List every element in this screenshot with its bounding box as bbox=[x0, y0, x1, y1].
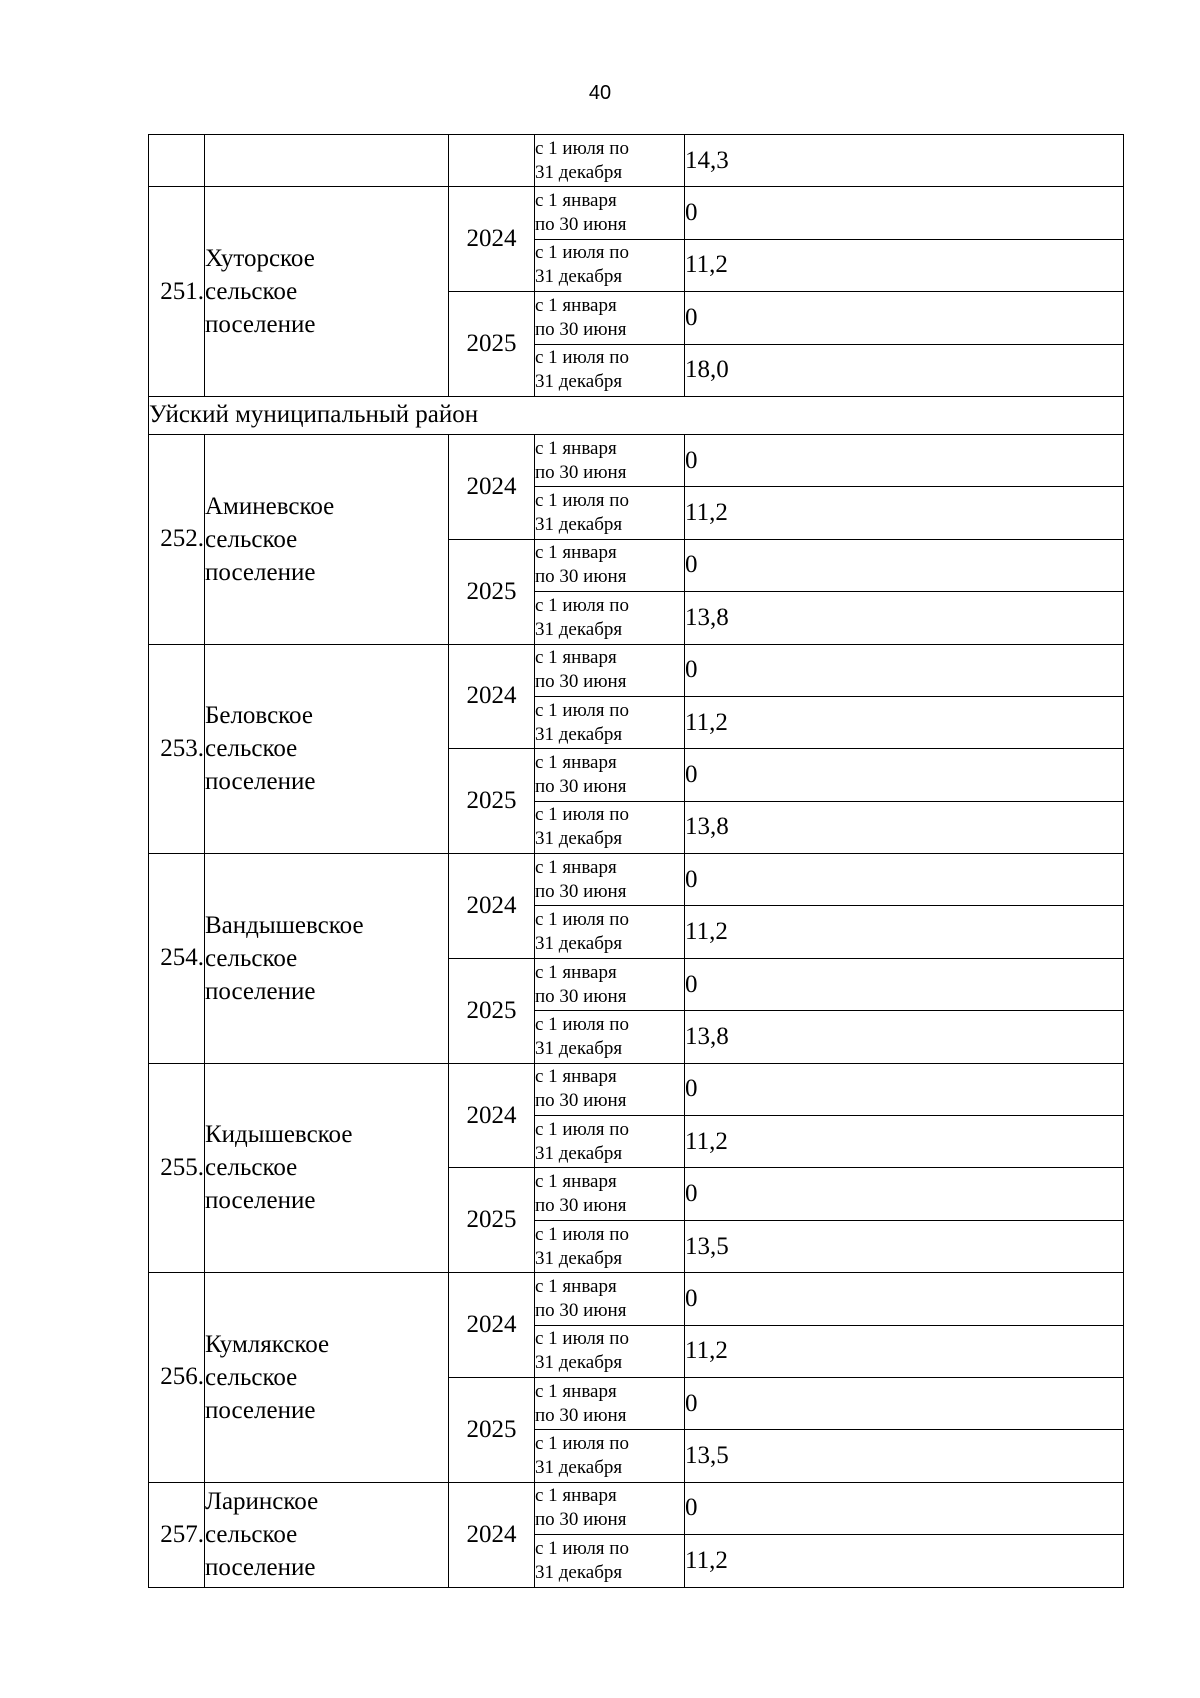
settlement-name-cell bbox=[205, 644, 449, 854]
tariff-value: 18,0 bbox=[685, 344, 1124, 396]
tariff-value: 13,8 bbox=[685, 592, 1124, 644]
tariff-value: 11,2 bbox=[685, 1535, 1124, 1587]
year-cell: 2025 bbox=[449, 539, 535, 644]
page-number: 40 bbox=[588, 82, 612, 104]
table-row bbox=[149, 1063, 1124, 1115]
tariff-value: 0 bbox=[685, 958, 1124, 1010]
period-line: по 30 июня bbox=[535, 1509, 627, 1531]
period-cell bbox=[535, 1377, 685, 1429]
year-cell: 2024 bbox=[449, 434, 535, 539]
settlement-name-cell bbox=[205, 1063, 449, 1273]
period-line: 31 декабря bbox=[535, 1561, 623, 1583]
period-cell bbox=[535, 958, 685, 1010]
settlement-name-line: Вандышевское bbox=[205, 911, 364, 939]
period-cell bbox=[535, 592, 685, 644]
period-cell bbox=[535, 344, 685, 396]
period-cell bbox=[535, 749, 685, 801]
year-cell: 2025 bbox=[449, 749, 535, 854]
tariff-value: 0 bbox=[685, 644, 1124, 696]
tariff-value: 11,2 bbox=[685, 906, 1124, 958]
year-cell: 2025 bbox=[449, 958, 535, 1063]
period-line: 31 декабря bbox=[535, 161, 623, 183]
period-line: с 1 января bbox=[535, 1485, 617, 1507]
settlement-name-line: Аминевское bbox=[205, 492, 335, 520]
tariff-value: 0 bbox=[685, 854, 1124, 906]
settlement-name-line: сельское bbox=[205, 278, 298, 306]
period-line: с 1 июля по bbox=[535, 1223, 629, 1245]
tariff-value: 11,2 bbox=[685, 1116, 1124, 1168]
period-line: 31 декабря bbox=[535, 1247, 623, 1269]
period-line: с 1 июля по bbox=[535, 242, 629, 264]
table-row bbox=[149, 854, 1124, 906]
period-line: с 1 июля по bbox=[535, 699, 629, 721]
year-cell: 2024 bbox=[449, 1063, 535, 1168]
period-line: с 1 июля по bbox=[535, 909, 629, 931]
tariff-table-body bbox=[149, 135, 1124, 1588]
settlement-name-cell bbox=[205, 1273, 449, 1483]
tariff-value: 0 bbox=[685, 187, 1124, 239]
period-line: 31 декабря bbox=[535, 618, 623, 640]
entry-number: 252. bbox=[149, 434, 205, 644]
tariff-value: 14,3 bbox=[685, 135, 1124, 187]
period-line: с 1 июля по bbox=[535, 1328, 629, 1350]
period-line: с 1 января bbox=[535, 542, 617, 564]
table-row bbox=[149, 644, 1124, 696]
settlement-name-cell bbox=[205, 187, 449, 397]
settlement-name-line: Кумлякское bbox=[205, 1330, 330, 1358]
tariff-value: 0 bbox=[685, 1377, 1124, 1429]
tariff-value: 0 bbox=[685, 1273, 1124, 1325]
settlement-name-line: поселение bbox=[205, 1187, 316, 1215]
district-header-row bbox=[149, 396, 1124, 434]
period-line: с 1 июля по bbox=[535, 1013, 629, 1035]
period-cell bbox=[535, 1535, 685, 1587]
period-line: 31 декабря bbox=[535, 1352, 623, 1374]
settlement-name-line: сельское bbox=[205, 735, 298, 763]
period-line: по 30 июня bbox=[535, 775, 627, 797]
period-cell bbox=[535, 1168, 685, 1220]
period-line: с 1 июля по bbox=[535, 594, 629, 616]
table-row bbox=[149, 187, 1124, 239]
period-line: с 1 января bbox=[535, 961, 617, 983]
settlement-name-line: сельское bbox=[205, 1154, 298, 1182]
year-cell: 2025 bbox=[449, 1377, 535, 1482]
tariff-table bbox=[148, 134, 1124, 1588]
period-cell bbox=[535, 239, 685, 291]
period-line: 31 декабря bbox=[535, 1037, 623, 1059]
table-row bbox=[149, 434, 1124, 486]
period-line: по 30 июня bbox=[535, 985, 627, 1007]
period-line: с 1 января bbox=[535, 437, 617, 459]
period-line: по 30 июня bbox=[535, 1090, 627, 1112]
settlement-name-line: Кидышевское bbox=[205, 1121, 353, 1149]
year-cell: 2024 bbox=[449, 854, 535, 959]
settlement-name-line: сельское bbox=[205, 525, 298, 553]
entry-number: 256. bbox=[149, 1273, 205, 1483]
entry-number: 251. bbox=[149, 187, 205, 397]
district-header: Уйский муниципальный район bbox=[149, 396, 1124, 434]
year-cell: 2024 bbox=[449, 187, 535, 292]
tariff-value: 0 bbox=[685, 1063, 1124, 1115]
settlement-name-cell bbox=[205, 1482, 449, 1587]
period-line: с 1 июля по bbox=[535, 137, 629, 159]
year-cell bbox=[449, 135, 535, 187]
period-line: 31 декабря bbox=[535, 514, 623, 536]
tariff-value: 0 bbox=[685, 434, 1124, 486]
tariff-value: 13,5 bbox=[685, 1220, 1124, 1272]
period-line: 31 декабря bbox=[535, 1142, 623, 1164]
settlement-name-line: сельское bbox=[205, 944, 298, 972]
period-cell bbox=[535, 801, 685, 853]
period-line: по 30 июня bbox=[535, 214, 627, 236]
settlement-name-line: поселение bbox=[205, 1396, 316, 1424]
period-cell bbox=[535, 1325, 685, 1377]
period-cell bbox=[535, 1063, 685, 1115]
tariff-value: 13,5 bbox=[685, 1430, 1124, 1482]
period-line: с 1 января bbox=[535, 1171, 617, 1193]
tariff-value: 13,8 bbox=[685, 1011, 1124, 1063]
period-line: по 30 июня bbox=[535, 880, 627, 902]
period-cell bbox=[535, 644, 685, 696]
tariff-value: 0 bbox=[685, 1482, 1124, 1534]
settlement-name-line: Ларинское bbox=[205, 1488, 319, 1516]
tariff-value: 0 bbox=[685, 292, 1124, 344]
tariff-value: 11,2 bbox=[685, 1325, 1124, 1377]
tariff-value: 0 bbox=[685, 749, 1124, 801]
period-cell bbox=[535, 434, 685, 486]
period-cell bbox=[535, 135, 685, 187]
period-line: по 30 июня bbox=[535, 318, 627, 340]
period-line: по 30 июня bbox=[535, 1299, 627, 1321]
period-line: по 30 июня bbox=[535, 671, 627, 693]
settlement-name-line: Беловское bbox=[205, 702, 313, 730]
period-line: с 1 января bbox=[535, 294, 617, 316]
period-cell bbox=[535, 906, 685, 958]
period-line: с 1 января bbox=[535, 647, 617, 669]
year-cell: 2024 bbox=[449, 644, 535, 749]
settlement-name-line: поселение bbox=[205, 558, 316, 586]
period-line: с 1 июля по bbox=[535, 1433, 629, 1455]
period-line: с 1 января bbox=[535, 751, 617, 773]
period-line: с 1 января bbox=[535, 1380, 617, 1402]
period-line: с 1 января bbox=[535, 1275, 617, 1297]
tariff-value: 11,2 bbox=[685, 487, 1124, 539]
period-line: 31 декабря bbox=[535, 933, 623, 955]
period-cell bbox=[535, 1482, 685, 1534]
period-cell bbox=[535, 487, 685, 539]
entry-number-cell bbox=[149, 135, 205, 187]
settlement-name-line: сельское bbox=[205, 1521, 298, 1549]
year-cell: 2024 bbox=[449, 1273, 535, 1378]
settlement-name-cell bbox=[205, 434, 449, 644]
tariff-value: 11,2 bbox=[685, 239, 1124, 291]
period-cell bbox=[535, 539, 685, 591]
period-line: с 1 июля по bbox=[535, 347, 629, 369]
period-cell bbox=[535, 1116, 685, 1168]
period-cell bbox=[535, 696, 685, 748]
period-cell bbox=[535, 1011, 685, 1063]
period-cell bbox=[535, 187, 685, 239]
period-line: по 30 июня bbox=[535, 566, 627, 588]
entry-number: 254. bbox=[149, 854, 205, 1064]
table-row bbox=[149, 1273, 1124, 1325]
period-line: по 30 июня bbox=[535, 1404, 627, 1426]
settlement-name-cell bbox=[205, 135, 449, 187]
period-cell bbox=[535, 854, 685, 906]
period-cell bbox=[535, 292, 685, 344]
period-line: с 1 января bbox=[535, 190, 617, 212]
period-line: с 1 июля по bbox=[535, 1118, 629, 1140]
period-cell bbox=[535, 1430, 685, 1482]
continuation-row bbox=[149, 135, 1124, 187]
period-line: 31 декабря bbox=[535, 371, 623, 393]
period-line: 31 декабря bbox=[535, 723, 623, 745]
settlement-name-line: поселение bbox=[205, 311, 316, 339]
period-line: по 30 июня bbox=[535, 1195, 627, 1217]
period-cell bbox=[535, 1220, 685, 1272]
period-line: 31 декабря bbox=[535, 1457, 623, 1479]
settlement-name-line: поселение bbox=[205, 768, 316, 796]
period-line: 31 декабря bbox=[535, 828, 623, 850]
period-line: с 1 января bbox=[535, 1066, 617, 1088]
tariff-value: 0 bbox=[685, 539, 1124, 591]
period-line: с 1 января bbox=[535, 856, 617, 878]
settlement-name-line: поселение bbox=[205, 1554, 316, 1582]
year-cell: 2025 bbox=[449, 1168, 535, 1273]
entry-number: 255. bbox=[149, 1063, 205, 1273]
period-line: 31 декабря bbox=[535, 266, 623, 288]
settlement-name-line: сельское bbox=[205, 1363, 298, 1391]
table-row bbox=[149, 1482, 1124, 1534]
year-cell: 2024 bbox=[449, 1482, 535, 1587]
year-cell: 2025 bbox=[449, 292, 535, 397]
tariff-value: 11,2 bbox=[685, 696, 1124, 748]
period-line: по 30 июня bbox=[535, 461, 627, 483]
settlement-name-line: Хуторское bbox=[205, 245, 315, 273]
tariff-value: 0 bbox=[685, 1168, 1124, 1220]
period-line: с 1 июля по bbox=[535, 804, 629, 826]
settlement-name-line: поселение bbox=[205, 977, 316, 1005]
tariff-value: 13,8 bbox=[685, 801, 1124, 853]
entry-number: 253. bbox=[149, 644, 205, 854]
settlement-name-cell bbox=[205, 854, 449, 1064]
period-cell bbox=[535, 1273, 685, 1325]
entry-number: 257. bbox=[149, 1482, 205, 1587]
period-line: с 1 июля по bbox=[535, 490, 629, 512]
period-line: с 1 июля по bbox=[535, 1537, 629, 1559]
